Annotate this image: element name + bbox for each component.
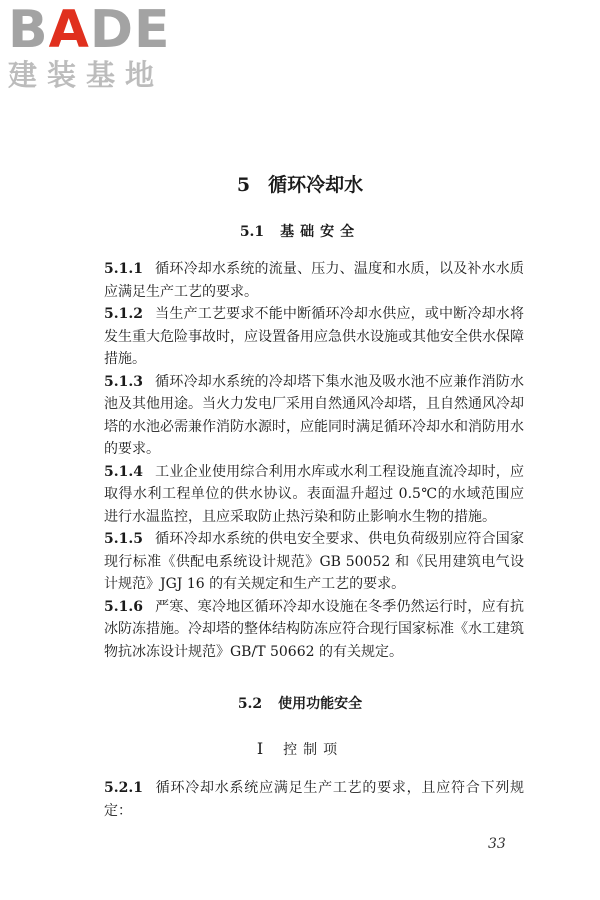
- page-number: 33: [488, 836, 506, 852]
- clause-number: 5.1.1: [104, 261, 143, 277]
- clause-text: 当生产工艺要求不能中断循环冷却水供应，或中断冷却水将发生重大危险事故时，应设置备用应急供水设施或其他安全供水保障措施。: [104, 306, 524, 367]
- section-heading-5-2: [0, 693, 600, 713]
- clause-text: 循环冷却水系统应满足生产工艺的要求，且应符合下列规定：: [104, 780, 524, 819]
- subsection-title: 控制项: [283, 742, 344, 758]
- clause-paragraph: [104, 461, 524, 529]
- chapter-number: 5: [236, 174, 251, 196]
- clause-paragraph: [104, 596, 524, 664]
- section-title: 基础安全: [280, 224, 361, 240]
- clause-paragraph: [104, 777, 524, 822]
- clause-number: 5.2.1: [104, 780, 143, 796]
- clause-paragraph: [104, 371, 524, 461]
- clause-number: 5.1.5: [104, 531, 143, 547]
- subsection-roman-numeral: Ⅰ: [256, 739, 270, 758]
- logo-letter-b: B: [8, 0, 49, 60]
- section-title: 使用功能安全: [278, 696, 363, 712]
- subsection-heading: [0, 739, 600, 759]
- clause-number: 5.1.2: [104, 306, 143, 322]
- clause-paragraph: [104, 258, 524, 303]
- clause-text: 循环冷却水系统的流量、压力、温度和水质，以及补水水质应满足生产工艺的要求。: [104, 261, 524, 300]
- clause-number: 5.1.3: [104, 373, 143, 390]
- clause-number: 5.1.6: [104, 598, 143, 615]
- section-5-2-body: [104, 777, 524, 822]
- chapter-heading: [0, 170, 600, 197]
- clause-paragraph: [104, 528, 524, 596]
- clause-text: 循环冷却水系统的供电安全要求、供电负荷级别应符合国家现行标准《供配电系统设计规范》GB 50052 和《民用建筑电气设计规范》JGJ 16 的有关规定和生产工艺的要求。: [104, 531, 524, 592]
- chapter-title: 循环冷却水: [268, 174, 364, 196]
- logo-wordmark: [8, 0, 171, 60]
- logo-subtitle: 建装基地: [8, 58, 165, 92]
- section-number: 5.1: [239, 224, 265, 240]
- clause-paragraph: [104, 303, 524, 371]
- section-5-1-body: [104, 258, 524, 663]
- clause-text: 严寒、寒冷地区循环冷却水设施在冬季仍然运行时，应有抗冰防冻措施。冷却塔的整体结构防冻应符合现行国家标准《水工建筑物抗冰冻设计规范》GB/T 50662 的有关规定。: [104, 598, 524, 660]
- section-heading-5-1: [0, 221, 600, 241]
- clause-number: 5.1.4: [104, 463, 143, 480]
- logo-letter-accent: A: [48, 0, 90, 60]
- section-number: 5.2: [237, 696, 263, 712]
- clause-text: 循环冷却水系统的冷却塔下集水池及吸水池不应兼作消防水池及其他用途。当火力发电厂采用自然通风冷却塔，且自然通风冷却塔的水池必需兼作消防水源时，应能同时满足循环冷却水和消防用水的要求。: [104, 373, 524, 457]
- logo-letters-de: DE: [89, 0, 171, 60]
- brand-logo: [8, 0, 171, 92]
- clause-text: 工业企业使用综合利用水库或水利工程设施直流冷却时，应取得水利工程单位的供水协议。表面温升超过 0.5℃的水域范围应进行水温监控，且应采取防止热污染和防止影响水生物的措施。: [104, 463, 524, 525]
